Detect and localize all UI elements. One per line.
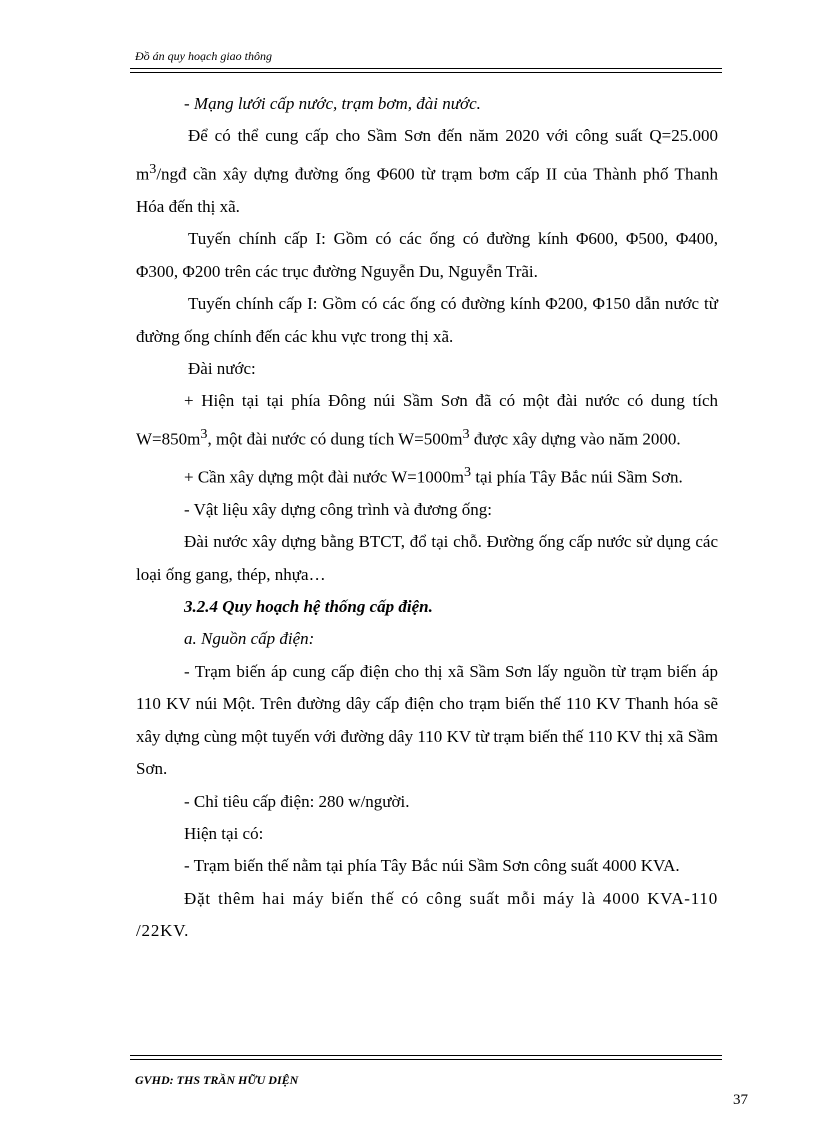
paragraph-capacity <box>136 120 718 223</box>
paragraph-new-tower <box>136 456 718 494</box>
footer-label: GVHD: THS TRẦN HỮU DIỆN <box>135 1073 299 1087</box>
superscript: 3 <box>200 425 208 442</box>
paragraph-substation: - Trạm biến áp cung cấp điện cho thị xã Sầm Sơn lấy nguồn từ trạm biến áp 110 KV núi Một. Trên đường dây cấp điện cho trạm biến thế 110 KV Thanh hóa sẽ xây dựng cùng một tuyến với đường dây 110 KV từ trạm biến thế 110 KV thị xã Sầm Sơn. <box>136 661 718 779</box>
superscript: 3 <box>462 425 470 442</box>
body-text <box>136 88 718 948</box>
header-rule-bottom <box>130 72 722 73</box>
superscript: 3 <box>149 160 157 177</box>
header-rule-top <box>130 68 722 69</box>
paragraph-current-substation: - Trạm biến thế nằm tại phía Tây Bắc núi Sầm Sơn công suất 4000 KVA. <box>184 856 680 876</box>
paragraph-current-label: Hiện tại có: <box>184 823 264 843</box>
header-title: Đồ án quy hoạch giao thông <box>135 49 272 63</box>
paragraph-water-tower-label: Đài nước: <box>188 358 256 378</box>
paragraph-materials: Đài nước xây dựng bằng BTCT, đổ tại chỗ. Đường ống cấp nước sử dụng các loại ống gang, thép, nhựa… <box>136 532 718 584</box>
page-number: 37 <box>733 1092 748 1108</box>
paragraph-existing-tower <box>136 385 718 455</box>
paragraph-power-index: - Chỉ tiêu cấp điện: 280 w/người. <box>184 791 410 811</box>
superscript: 3 <box>464 463 472 480</box>
footer-rule-bottom <box>130 1059 722 1060</box>
footer-rule-top <box>130 1055 722 1056</box>
text-segment: + Hiện tại tại phía Đông núi Sầm Sơn đã có một đài nước có dung tích W=850m <box>136 391 718 449</box>
text-segment: , một đài nước có dung tích W=500m <box>207 429 463 449</box>
paragraph-additional-transformers: Đặt thêm hai máy biến thế có công suất mỗi máy là 4000 KVA-110 /22KV. <box>136 888 718 941</box>
text-segment: /ngđ cần xây dựng đường ống Φ600 từ trạm bơm cấp II của Thành phố Thanh Hóa đến thị xã. <box>136 164 718 216</box>
text-segment: + Cần xây dựng một đài nước W=1000m <box>184 467 464 487</box>
text-segment: được xây dựng vào năm 2000. <box>469 429 681 449</box>
text-segment: tại phía Tây Bắc núi Sầm Sơn. <box>471 467 683 487</box>
paragraph-main-route-1: Tuyến chính cấp I: Gồm có các ống có đường kính Φ600, Φ500, Φ400, Φ300, Φ200 trên các trục đường Nguyễn Du, Nguyễn Trãi. <box>136 229 718 281</box>
paragraph-water-network: - Mạng lưới cấp nước, trạm bơm, đài nước. <box>184 94 481 113</box>
section-heading: 3.2.4 Quy hoạch hệ thống cấp điện. <box>184 597 433 617</box>
paragraph-main-route-2: Tuyến chính cấp I: Gồm có các ống có đường kính Φ200, Φ150 dẫn nước từ đường ống chính đến các khu vực trong thị xã. <box>136 294 718 346</box>
paragraph-materials-label: - Vật liệu xây dựng công trình và đương ống: <box>184 499 493 519</box>
text-segment: Để có thể cung cấp cho Sầm Sơn đến năm 2020 với công suất Q=25.000 m <box>136 126 718 184</box>
sub-heading: a. Nguồn cấp điện: <box>184 629 315 649</box>
